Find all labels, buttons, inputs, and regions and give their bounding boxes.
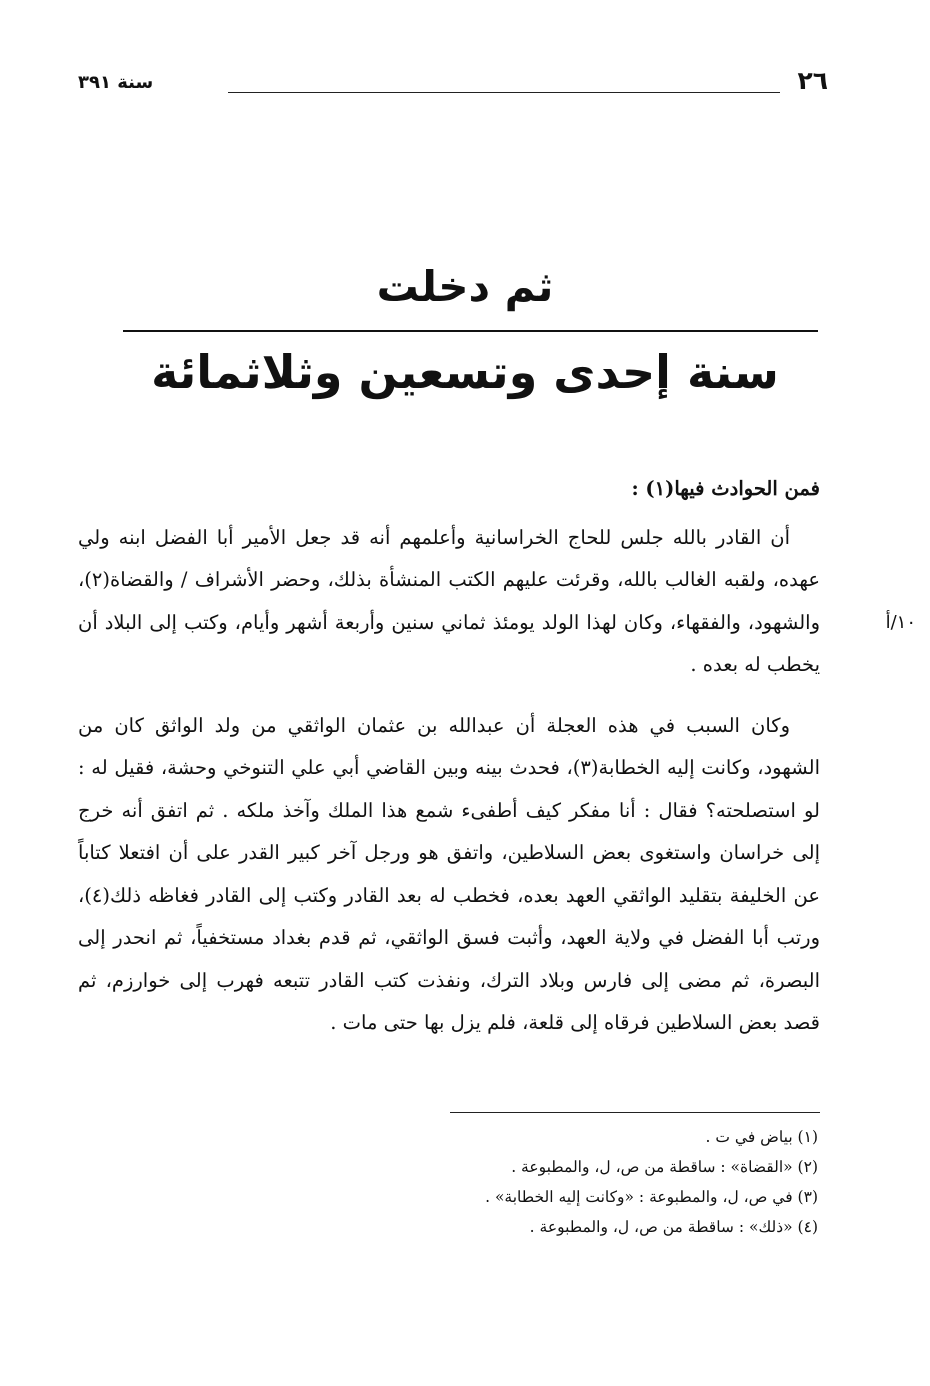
page-number: ٢٦ [797, 66, 828, 95]
manuscript-folio-note: ١٠/أ [885, 612, 916, 633]
footnote-4: (٤) «ذلك» : ساقطة من ص، ل، والمطبوعة . [529, 1218, 818, 1236]
paragraph-2: وكان السبب في هذه العجلة أن عبدالله بن عثمان الواثقي من ولد الواثق كان من الشهود، وكانت إليه الخطابة(٣)، فحدث بينه وبين القاضي أبي علي التنوخي وحشة، فقيل له : لو استصلحته؟ فقال : أنا مفكر كيف أطفىء شمع هذا الملك وآخذ ملكه . ثم اتفق أنه خرج إلى خراسان واستغوى بعض السلاطين، واتفق هو ورجل آخر كبير القدر على أن افتعلا كتاباً عن الخليفة بتقليد الواثقي العهد بعده، فخطب له بعد القادر وكتب إلى القادر فغاظه ذلك(٤)، ورتب أبا الفضل في ولاية العهد، وأثبت فسق الواثقي، ثم قدم بغداد مستخفياً، ثم انحدر إلى البصرة، ثم مضى إلى فارس وبلاد الترك، ونفذت كتب القادر تتبعه فهرب إلى خوارزم، ثم قصد بعض السلاطين فرقاه إلى قلعة، فلم يزل بها حتى مات . [78, 713, 820, 1034]
footnote-3: (٣) في ص، ل، والمطبوعة : «وكانت إليه الخطابة» . [485, 1188, 818, 1206]
running-head: سنة ٣٩١ [78, 72, 154, 93]
footnote-1: (١) بياض في ت . [705, 1128, 818, 1146]
footnotes [78, 1122, 820, 1242]
chapter-title-main: سنة إحدى وتسعين وثلاثمائة [151, 345, 779, 399]
header-rule [228, 92, 780, 93]
title-divider [123, 330, 818, 332]
page-header [78, 66, 828, 106]
footnote-2: (٢) «القضاة» : ساقطة من ص، ل، والمطبوعة . [511, 1158, 818, 1176]
paragraph-1: أن القادر بالله جلس للحاج الخراسانية وأعلمهم أنه قد جعل الأمير أبا الفضل ابنه ولي عهده، ولقبه الغالب بالله، وقرئت عليهم الكتب المنشأة بذلك، وحضر الأشراف / والقضاة(٢)، والشهود، والفقهاء، وكان لهذا الولد يومئذ ثماني سنين وأربعة أشهر وأيام، وكتب إلى البلاد أن يخطب له بعده . [78, 525, 820, 676]
chapter-title-top: ثم دخلت [376, 262, 554, 311]
section-heading: فمن الحوادث فيها(١) : [631, 477, 820, 500]
main-text [78, 468, 820, 1045]
footnote-divider [450, 1112, 820, 1113]
